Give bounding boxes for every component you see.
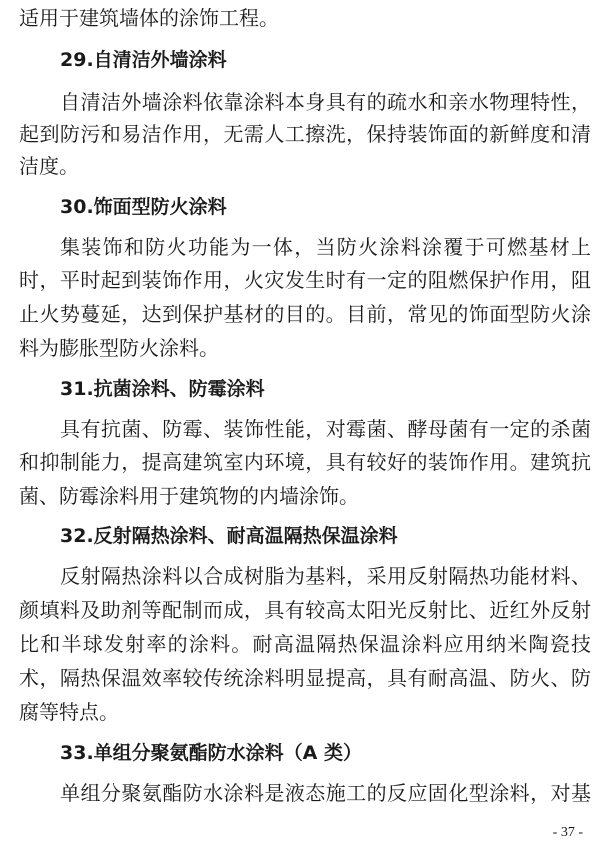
section-heading-31: 31.抗菌涂料、防霉涂料 — [60, 378, 265, 400]
paragraph-line: 反射隔热涂料以合成树脂为基料，采用反射隔热功能材料、 — [60, 564, 591, 588]
paragraph-line: 腐等特点。 — [19, 700, 119, 724]
paragraph-line: 止火势蔓延，达到保护基材的目的。目前，常见的饰面型防火涂 — [19, 302, 591, 326]
section-heading-30: 30.饰面型防火涂料 — [60, 196, 227, 218]
paragraph-line: 自清洁外墙涂料依靠涂料本身具有的疏水和亲水物理特性， — [60, 90, 591, 114]
paragraph-line: 洁度。 — [19, 154, 79, 178]
page-number: - 37 - — [552, 825, 583, 840]
paragraph-line: 颜填料及助剂等配制而成，具有较高太阳光反射比、近红外反射 — [19, 598, 591, 622]
paragraph-line: 具有抗菌、防霉、装饰性能，对霉菌、酵母菌有一定的杀菌 — [60, 417, 591, 441]
paragraph-line: 比和半球发射率的涂料。耐高温隔热保温涂料应用纳米陶瓷技 — [19, 632, 591, 656]
section-heading-32: 32.反射隔热涂料、耐高温隔热保温涂料 — [60, 525, 398, 547]
paragraph-line: 适用于建筑墙体的涂饰工程。 — [19, 6, 279, 30]
paragraph-line: 时，平时起到装饰作用，火灾发生时有一定的阻燃保护作用，阻 — [19, 268, 591, 292]
paragraph-line: 集装饰和防火功能为一体，当防火涂料涂覆于可燃基材上 — [60, 235, 591, 259]
paragraph-line: 和抑制能力，提高建筑室内环境，具有较好的装饰作用。建筑抗 — [19, 450, 591, 474]
paragraph-line: 菌、防霉涂料用于建筑物的内墙涂饰。 — [19, 484, 359, 508]
paragraph-line: 单组分聚氨酯防水涂料是液态施工的反应固化型涂料，对基 — [60, 781, 591, 805]
paragraph-line: 术，隔热保温效率较传统涂料明显提高，具有耐高温、防火、防 — [19, 666, 591, 690]
section-heading-33: 33.单组分聚氨酯防水涂料（A 类） — [60, 742, 362, 764]
paragraph-line: 料为膨胀型防火涂料。 — [19, 336, 219, 360]
section-heading-29: 29.自清洁外墙涂料 — [60, 49, 227, 71]
paragraph-line: 起到防污和易洁作用，无需人工擦洗，保持装饰面的新鲜度和清 — [19, 122, 591, 146]
